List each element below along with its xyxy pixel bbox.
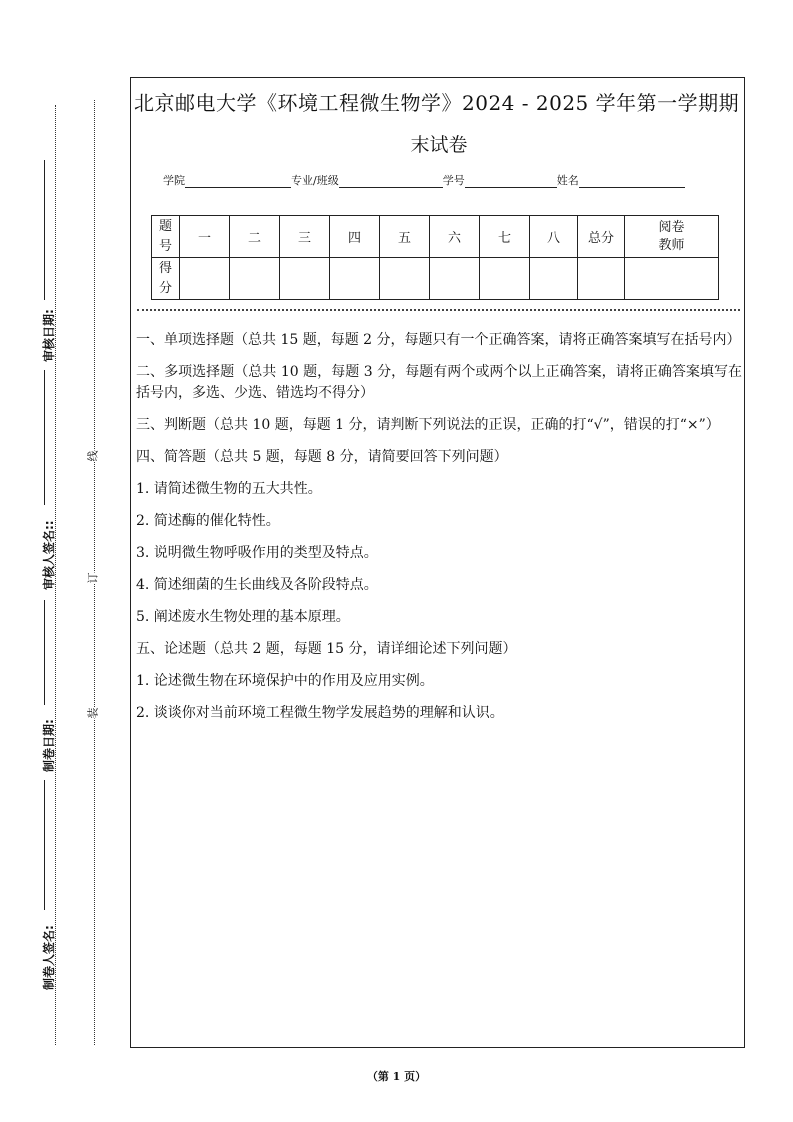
dotted-margin-line-outer <box>55 105 56 1045</box>
score-cell-5[interactable] <box>380 258 430 300</box>
binding-char-ding: 订 <box>86 572 100 584</box>
review-date-label: 审核日期: <box>42 309 56 362</box>
score-header: 得 分 <box>152 258 180 300</box>
section-short-answer: 四、简答题（总共 5 题，每题 8 分，请简要回答下列问题） <box>136 449 508 465</box>
col-header-5: 五 <box>380 216 430 258</box>
name-label: 姓名 <box>556 174 579 187</box>
reviewer-sign-line <box>44 370 45 505</box>
score-cell-total[interactable] <box>578 258 625 300</box>
score-cell-7[interactable] <box>480 258 530 300</box>
short-answer-q5: 5. 阐述废水生物处理的基本原理。 <box>136 609 350 625</box>
section-true-false: 三、判断题（总共 10 题，每题 1 分，请判断下列说法的正误，正确的打“√”，错误的打“×”） <box>136 417 720 433</box>
short-answer-q1: 1. 请简述微生物的五大共性。 <box>136 481 322 497</box>
score-table-score-row <box>152 258 719 300</box>
binding-char-zhuang: 装 <box>86 707 100 719</box>
college-label: 学院 <box>163 174 185 187</box>
score-cell-6[interactable] <box>430 258 480 300</box>
score-table-header-row <box>152 216 719 258</box>
question-number-header: 题 号 <box>152 216 180 258</box>
dotted-separator <box>137 309 740 311</box>
essay-q1: 1. 论述微生物在环境保护中的作用及应用实例。 <box>136 673 434 689</box>
grader-cell[interactable] <box>625 258 719 300</box>
score-cell-3[interactable] <box>280 258 330 300</box>
score-table <box>151 215 719 300</box>
reviewer-sign-label: 审核人签名:: <box>42 520 56 590</box>
page-number: （第 1 页） <box>366 1070 427 1083</box>
exam-content <box>136 330 742 735</box>
col-header-1: 一 <box>180 216 230 258</box>
college-field[interactable] <box>185 174 291 188</box>
student-id-field[interactable] <box>465 174 557 188</box>
col-header-8: 八 <box>530 216 578 258</box>
binding-char-xian: 线 <box>86 450 100 462</box>
make-date-line <box>44 600 45 705</box>
col-header-3: 三 <box>280 216 330 258</box>
section-single-choice: 一、单项选择题（总共 15 题，每题 2 分，每题只有一个正确答案，请将正确答案填写在括号内） <box>136 332 741 348</box>
col-header-7: 七 <box>480 216 530 258</box>
name-field[interactable] <box>579 174 685 188</box>
short-answer-q4: 4. 简述细菌的生长曲线及各阶段特点。 <box>136 577 378 593</box>
essay-q2: 2. 谈谈你对当前环境工程微生物学发展趋势的理解和认识。 <box>136 705 504 721</box>
grader-header: 阅卷 教师 <box>625 216 719 258</box>
col-header-2: 二 <box>230 216 280 258</box>
section-essay: 五、论述题（总共 2 题，每题 15 分，请详细论述下列问题） <box>136 641 517 657</box>
short-answer-q3: 3. 说明微生物呼吸作用的类型及特点。 <box>136 545 378 561</box>
major-class-field[interactable] <box>339 174 443 188</box>
col-header-6: 六 <box>430 216 480 258</box>
major-class-label: 专业/班级 <box>291 174 339 187</box>
score-cell-1[interactable] <box>180 258 230 300</box>
score-cell-2[interactable] <box>230 258 280 300</box>
score-cell-8[interactable] <box>530 258 578 300</box>
review-date-line <box>44 160 45 300</box>
maker-sign-label: 制卷人签名: <box>42 925 56 990</box>
maker-sign-line <box>44 780 45 910</box>
student-info-line <box>163 172 685 188</box>
section-multiple-choice: 二、多项选择题（总共 10 题，每题 3 分，每题有两个或两个以上正确答案，请将正确答案填写在括号内，多选、少选、错选均不得分） <box>136 364 742 401</box>
student-id-label: 学号 <box>442 174 465 187</box>
make-date-label: 制卷日期: <box>42 719 56 772</box>
col-header-4: 四 <box>330 216 380 258</box>
short-answer-q2: 2. 简述酶的催化特性。 <box>136 513 280 529</box>
exam-title-line2: 末试卷 <box>410 134 468 156</box>
col-header-total: 总分 <box>578 216 625 258</box>
exam-title-line1: 北京邮电大学《环境工程微生物学》2024 - 2025 学年第一学期期 <box>134 91 740 115</box>
score-cell-4[interactable] <box>330 258 380 300</box>
